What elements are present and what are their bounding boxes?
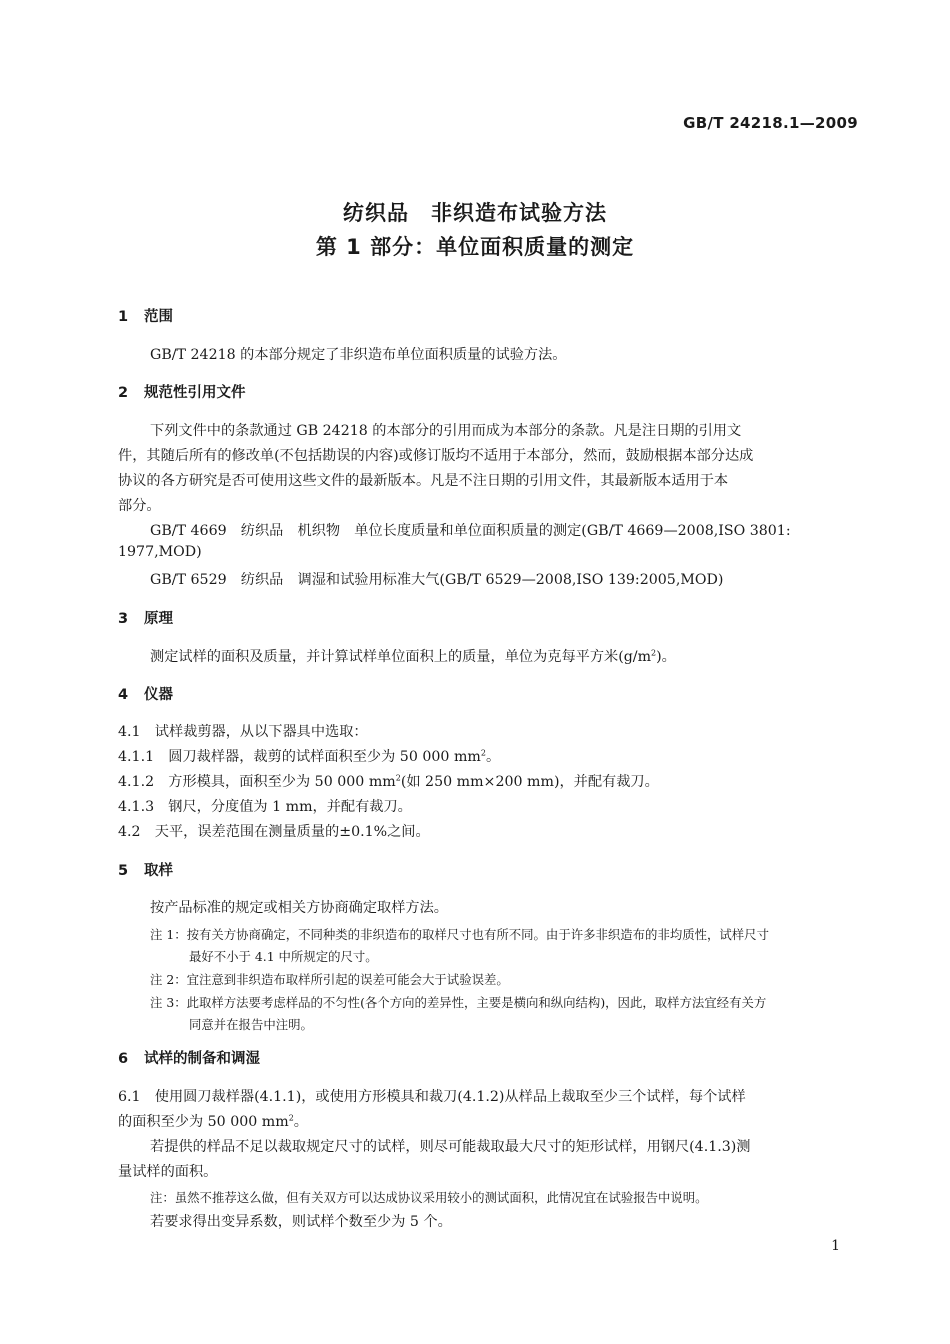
section-number: 1 — [118, 309, 129, 325]
paragraph: 若要求得出变异系数，则试样个数至少为 5 个。 — [150, 1214, 452, 1230]
section-4-heading — [118, 683, 173, 704]
clause-6-1-line: 6.1 使用圆刀裁样器(4.1.1)，或使用方形模具和裁刀(4.1.2)从样品上裁取至少三个试样，每个试样 — [118, 1089, 746, 1105]
paragraph-line: 下列文件中的条款通过 GB 24218 的本部分的引用而成为本部分的条款。凡是注日期的引用文 — [150, 423, 742, 439]
section-number: 6 — [118, 1051, 129, 1067]
paragraph — [150, 646, 676, 666]
section-number: 5 — [118, 863, 129, 879]
text: 。 — [485, 749, 501, 765]
section-1-heading — [118, 305, 173, 326]
superscript: 2 — [651, 648, 657, 658]
note-2: 注 2：宜注意到非织造布取样所引起的误差可能会大于试验误差。 — [150, 972, 509, 987]
section-number: 2 — [118, 385, 129, 401]
reference-line: GB/T 6529 纺织品 调湿和试验用标准大气(GB/T 6529—2008,ISO 139:2005,MOD) — [150, 572, 724, 588]
note: 注：虽然不推荐这么做，但有关双方可以达成协议采用较小的测试面积，此情况宜在试验报告中说明。 — [150, 1190, 708, 1205]
superscript: 2 — [288, 1113, 294, 1123]
note-1-line: 最好不小于 4.1 中所规定的尺寸。 — [189, 949, 378, 964]
superscript: 2 — [480, 748, 486, 758]
clause-4-1-2 — [118, 771, 659, 791]
clause-4-1-1 — [118, 746, 500, 766]
section-5-heading — [118, 859, 173, 880]
clause-4-1: 4.1 试样裁剪器，从以下器具中选取： — [118, 724, 368, 740]
section-title: 仪器 — [144, 687, 173, 703]
section-title: 原理 — [144, 611, 173, 627]
section-title: 范围 — [144, 309, 173, 325]
standard-code: GB/T 24218.1—2009 — [683, 114, 858, 132]
document-title-line-2: 第 1 部分：单位面积质量的测定 — [315, 235, 635, 259]
paragraph-line: 件，其随后所有的修改单(不包括勘误的内容)或修订版均不适用于本部分，然而，鼓励根据本部分达成 — [118, 448, 754, 464]
text: 。 — [293, 1114, 308, 1130]
paragraph: GB/T 24218 的本部分规定了非织造布单位面积质量的试验方法。 — [150, 347, 567, 363]
text: (如 250 mm×200 mm)，并配有裁刀。 — [400, 774, 659, 790]
reference-line: GB/T 4669 纺织品 机织物 单位长度质量和单位面积质量的测定(GB/T 4669—2008,ISO 3801: — [150, 523, 791, 539]
note-1-line: 注 1：按有关方协商确定，不同种类的非织造布的取样尺寸也有所不同。由于许多非织造布的非均质性，试样尺寸 — [150, 927, 769, 942]
text: 4.1.1 圆刀裁样器，裁剪的试样面积至少为 50 000 mm — [118, 749, 481, 765]
text: 4.1.2 方形模具，面积至少为 50 000 mm — [118, 774, 396, 790]
clause-4-2: 4.2 天平，误差范围在测量质量的±0.1%之间。 — [118, 824, 430, 840]
page-number: 1 — [831, 1238, 840, 1254]
section-2-heading — [118, 381, 246, 402]
paragraph-line: 若提供的样品不足以裁取规定尺寸的试样，则尽可能裁取最大尺寸的矩形试样，用钢尺(4.1.3)测 — [150, 1139, 751, 1155]
text: 测定试样的面积及质量，并计算试样单位面积上的质量，单位为克每平方米(g/m — [150, 649, 652, 665]
paragraph: 按产品标准的规定或相关方协商确定取样方法。 — [150, 900, 448, 916]
note-3-line: 同意并在报告中注明。 — [189, 1017, 313, 1032]
paragraph-line: 量试样的面积。 — [118, 1164, 218, 1180]
section-title: 规范性引用文件 — [144, 385, 246, 401]
text: 的面积至少为 50 000 mm — [118, 1114, 289, 1130]
paragraph-line: 部分。 — [118, 498, 161, 514]
note-3-line: 注 3：此取样方法要考虑样品的不匀性(各个方向的差异性，主要是横向和纵向结构)，因此，取样方法宜经有关方 — [150, 995, 767, 1010]
section-title: 试样的制备和调湿 — [144, 1051, 260, 1067]
clause-4-1-3: 4.1.3 钢尺，分度值为 1 mm，并配有裁刀。 — [118, 799, 412, 815]
paragraph-line: 协议的各方研究是否可使用这些文件的最新版本。凡是不注日期的引用文件，其最新版本适用于本 — [118, 473, 729, 489]
reference-line: 1977,MOD) — [118, 544, 202, 560]
section-number: 4 — [118, 687, 129, 703]
section-3-heading — [118, 607, 173, 628]
section-number: 3 — [118, 611, 129, 627]
section-6-heading — [118, 1047, 260, 1068]
text: )。 — [656, 649, 676, 665]
document-title-line-1: 纺织品 非织造布试验方法 — [343, 201, 607, 225]
section-title: 取样 — [144, 863, 173, 879]
clause-6-1-line — [118, 1111, 308, 1131]
superscript: 2 — [395, 773, 401, 783]
